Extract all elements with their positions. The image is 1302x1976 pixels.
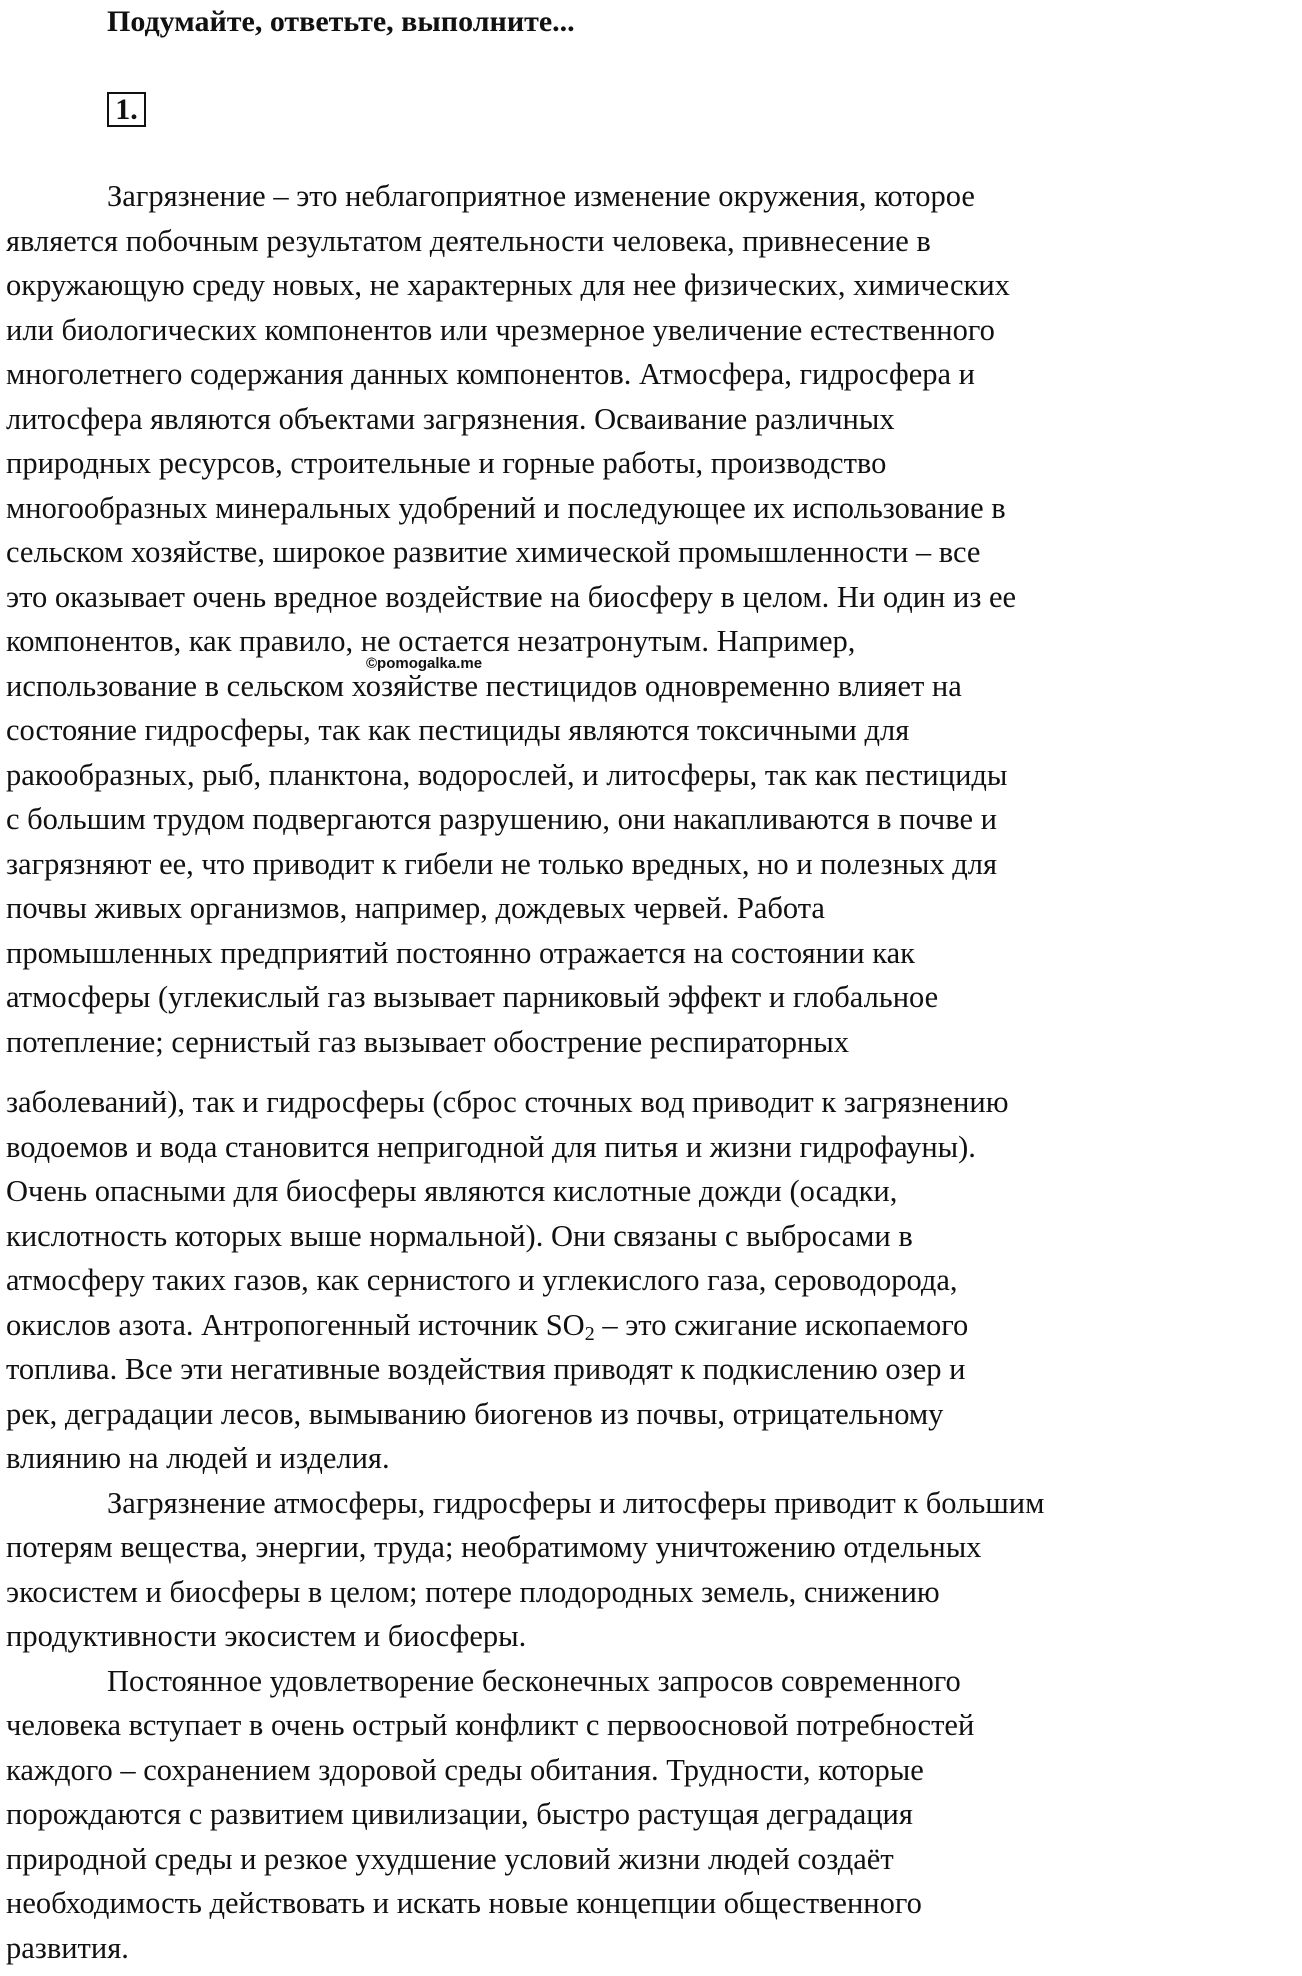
text-line: многообразных минеральных удобрений и последующее их использование в: [6, 490, 1006, 525]
text-line: атмосферу таких газов, как сернистого и углекислого газа, сероводорода,: [6, 1263, 958, 1297]
text-line: это оказывает очень вредное воздействие на биосферу в целом. Ни один из ее: [6, 579, 1017, 614]
task-number-box: 1.: [107, 92, 146, 127]
text-block-1: [6, 174, 1300, 1064]
text-line: экосистем и биосферы в целом; потере плодородных земель, снижению: [6, 1574, 940, 1609]
text-line: или биологических компонентов или чрезмерное увеличение естественного: [6, 312, 995, 347]
text-line: порождаются с развитием цивилизации, быстро растущая деградация: [6, 1797, 913, 1831]
so2-line-start: окислов азота. Антропогенный источник SO: [6, 1307, 585, 1342]
text-line: заболеваний), так и гидросферы (сброс сточных вод приводит к загрязнению: [6, 1085, 1009, 1119]
text-line: сельском хозяйстве, широкое развитие химической промышленности – все: [6, 535, 981, 569]
text-line: Очень опасными для биосферы являются кислотные дожди (осадки,: [6, 1174, 898, 1208]
text-line: топлива. Все эти негативные воздействия приводят к подкислению озер и: [6, 1352, 966, 1386]
so2-subscript: 2: [584, 1322, 595, 1345]
text-line: загрязняют ее, что приводит к гибели не только вредных, но и полезных для: [6, 846, 998, 881]
text-line: водоемов и вода становится непригодной для питья и жизни гидрофауны).: [6, 1129, 976, 1164]
text-line: необходимость действовать и искать новые концепции общественного: [6, 1886, 922, 1920]
text-line: компонентов, как правило, не остается незатронутым. Например,: [6, 624, 856, 658]
text-line: почвы живых организмов, например, дождевых червей. Работа: [6, 891, 825, 925]
text-line: состояние гидросферы, так как пестициды являются токсичными для: [6, 713, 910, 747]
text-line: использование в сельском хозяйстве пестицидов одновременно влияет на: [6, 668, 962, 703]
text-line: природной среды и резкое ухудшение условий жизни людей создаёт: [6, 1841, 894, 1876]
text-line: атмосферы (углекислый газ вызывает парниковый эффект и глобальное: [6, 980, 939, 1014]
text-line: Загрязнение – это неблагоприятное изменение окружения, которое: [107, 179, 975, 213]
section-heading: Подумайте, ответьте, выполните...: [107, 5, 575, 38]
text-line: промышленных предприятий постоянно отражается на состоянии как: [6, 935, 915, 970]
text-line: влиянию на людей и изделия.: [6, 1441, 390, 1475]
text-line: Загрязнение атмосферы, гидросферы и литосферы приводит к большим: [107, 1485, 1045, 1520]
text-line: многолетнего содержания данных компонентов. Атмосфера, гидросфера и: [6, 357, 976, 391]
text-line: продуктивности экосистем и биосферы.: [6, 1619, 527, 1653]
text-line: кислотность которых выше нормальной). Они связаны с выбросами в: [6, 1218, 913, 1253]
text-line: развития.: [6, 1930, 129, 1965]
text-line: каждого – сохранением здоровой среды обитания. Трудности, которые: [6, 1752, 924, 1787]
text-line: потерям вещества, энергии, труда; необратимому уничтожению отдельных: [6, 1530, 982, 1564]
text-block-2: [6, 1080, 1300, 1970]
text-line-so2: [6, 1303, 1300, 1348]
text-line: литосфера являются объектами загрязнения. Осваивание различных: [6, 401, 895, 436]
text-line: является побочным результатом деятельности человека, привнесение в: [6, 223, 931, 258]
text-line: природных ресурсов, строительные и горные работы, производство: [6, 446, 887, 480]
text-line: потепление; сернистый газ вызывает обострение респираторных: [6, 1024, 850, 1059]
text-line: рек, деградации лесов, вымыванию биогенов из почвы, отрицательному: [6, 1396, 944, 1431]
text-line: человека вступает в очень острый конфликт с первоосновой потребностей: [6, 1708, 975, 1742]
watermark: ©pomogalka.me: [366, 655, 483, 672]
text-line: окружающую среду новых, не характерных для нее физических, химических: [6, 268, 1010, 302]
text-line: с большим трудом подвергаются разрушению, они накапливаются в почве и: [6, 802, 997, 836]
so2-line-end: – это сжигание ископаемого: [594, 1307, 969, 1342]
text-line: Постоянное удовлетворение бесконечных запросов современного: [107, 1663, 961, 1698]
text-line: ракообразных, рыб, планктона, водорослей, и литосферы, так как пестициды: [6, 757, 1008, 792]
